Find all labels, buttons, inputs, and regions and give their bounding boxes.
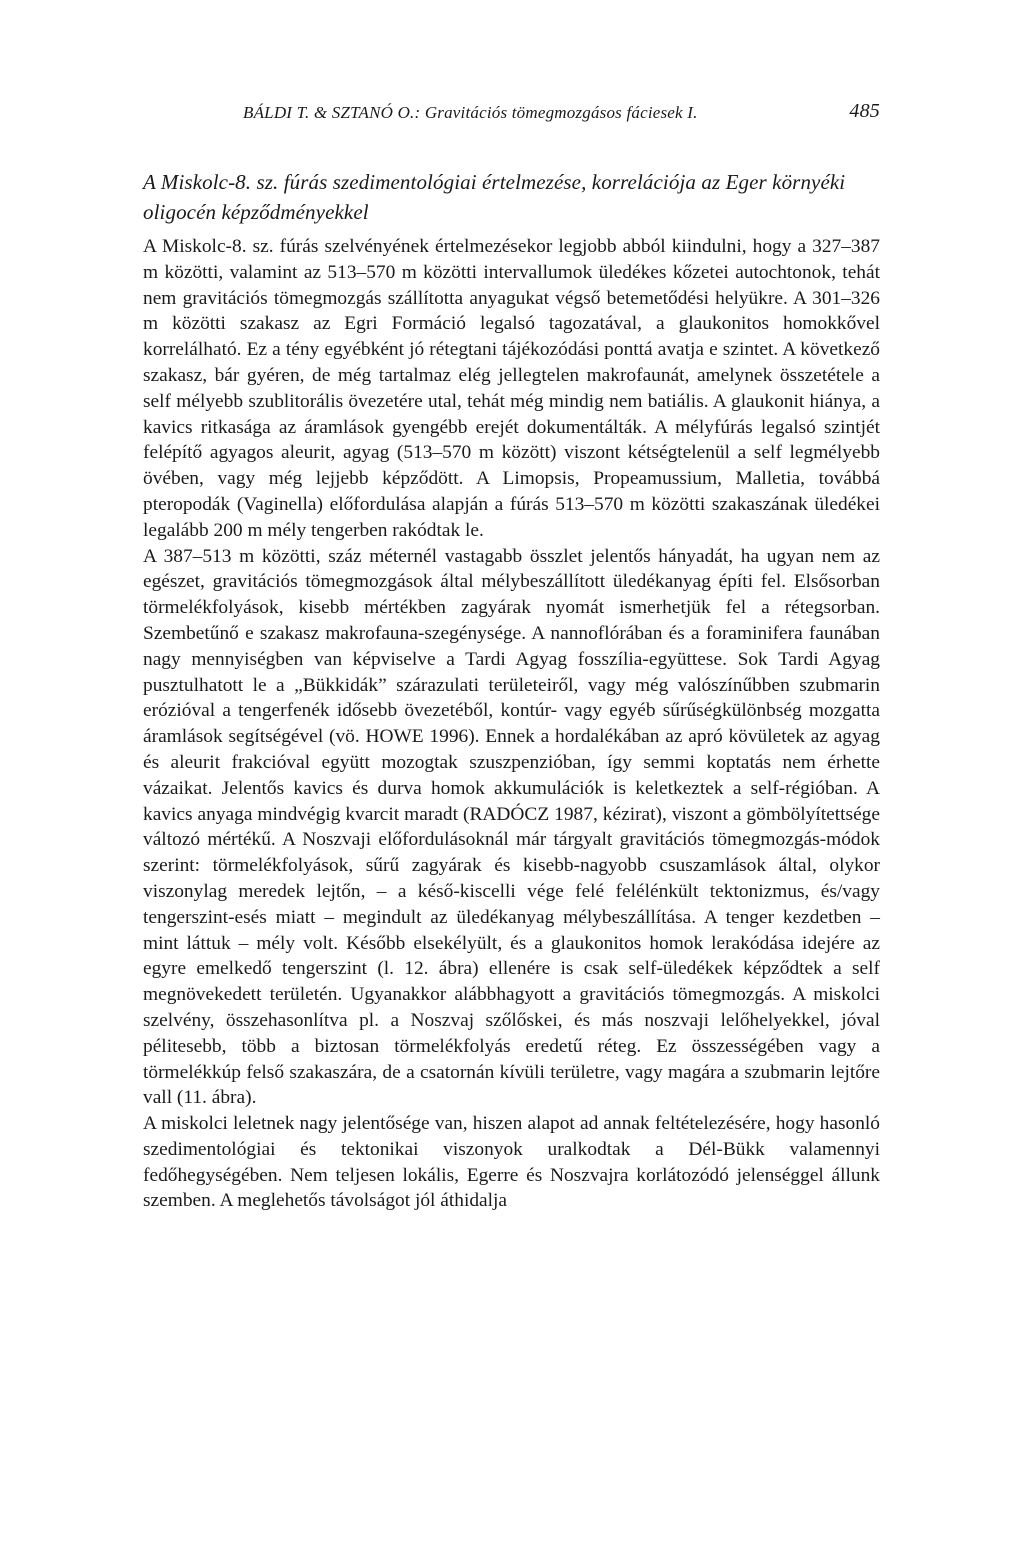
paragraph-3: A miskolci leletnek nagy jelentősége van, hiszen alapot ad annak feltételezésére, hogy hasonló szedimentológiai és tektonikai viszonyok uralkodtak a Dél-Bükk valamennyi fedőhegységében. Nem teljesen lokális, Egerre és Noszvajra korlátozódó jelenséggel állunk szemben. A meglehetős távolságot jól áthidalja [143,1113,880,1212]
paragraph-2: A 387–513 m közötti, száz méternél vastagabb összlet jelentős hányadát, ha ugyan nem az egészet, gravitációs tömegmozgások által mélybeszállított üledékanyag építi fel. Elsősorban törmelékfolyások, kisebb mértékben zagyárak nyomát ismerhetjük fel a rétegsorban. Szembetűnő e szakasz makrofauna-szegénysége. A nannoflórában és a foraminifera faunában nagy mennyiségben van képviselve a Tardi Agyag fosszília-együttese. Sok Tardi Agyag pusztulhatott le a „Bükkidák” szárazulati területeiről, vagy még valószínűbben szubmarin erózióval a tengerfenék idősebb övezetéből, kontúr- vagy egyéb sűrűségkülönbség mozgatta áramlások segítségével (vö. HOWE 1996). Ennek a hordalékában az apró kövületek az agyag és aleurit frakcióval együtt mozogtak szuszpenzióban, így semmi koptatás nem érhette vázaikat. Jelentős kavics és durva homok akkumulációk is keletkeztek a self-régióban. A kavics anyaga mindvégig kvarcit maradt (RADÓCZ 1987, kézirat), viszont a gömbölyítettsége változó mértékű. A Noszvaji előfordulásoknál már tárgyalt gravitációs tömegmozgás-módok szerint: törmelékfolyások, sűrű zagyárak és kisebb-nagyobb csuszamlások által, olykor viszonylag meredek lejtőn, – a késő-kiscelli vége felé felélénkült tektonizmus, és/vagy tengerszint-esés miatt – megindult az üledékanyag mélybeszállítása. A tenger kezdetben – mint láttuk – mély volt. Később elsekélyült, és a glaukonitos homok lerakódása idejére az egyre emelkedő tengerszint (l. 12. ábra) ellenére is csak self-üledékek képződtek a self megnövekedett területén. Ugyanakkor alábbhagyott a gravitációs tömegmozgás. A miskolci szelvény, összehasonlítva pl. a Noszvaj szőlőskei, és más noszvaji lelőhelyekkel, jóval pélitesebb, több a biztosan törmelékfolyás eredetű réteg. Ez összességében vagy a törmelékkúp felső szakaszára, de a csatornán kívüli területre, vagy magára a szubmarin lejtőre vall (11. ábra). [143,545,880,1109]
running-header [243,100,880,129]
paragraph-1: A Miskolc-8. sz. fúrás szelvényének értelmezésekor legjobb abból kiindulni, hogy a 327–387 m közötti, valamint az 513–570 m közötti intervallumok üledékes kőzetei autochtonok, tehát nem gravitációs tömegmozgás szállította anyagukat végső betemetődési helyükre. A 301–326 m közötti szakasz az Egri Formáció legalsó tagozatával, a glaukonitos homokkővel korrelálható. Ez a tény egyébként jó rétegtani tájékozódási ponttá avatja e szintet. A következő szakasz, bár gyéren, de még tartalmaz elég jellegtelen makrofaunát, amelynek összetétele a self mélyebb szublitorális övezetére utal, tehát még mindig nem batiális. A glaukonit hiánya, a kavics ritkasága az áramlások gyengébb erejét dokumentálták. A mélyfúrás legalsó szintjét felépítő agyagos aleurit, agyag (513–570 m között) viszont kétségtelenül a self legmélyebb övében, vagy még lejjebb képződött. A Limopsis, Propeamussium, Malletia, továbbá pteropodák (Vaginella) előfordulása alapján a fúrás 513–570 m közötti szakaszának üledékei legalább 200 m mély tengerben rakódtak le. [143,236,880,541]
body-text [143,234,880,1214]
page-number: 485 [849,100,880,122]
running-title: BÁLDI T. & SZTANÓ O.: Gravitációs tömegmozgásos fáciesek I. [243,103,698,122]
section-heading: A Miskolc-8. sz. fúrás szedimentológiai értelmezése, korrelációja az Eger környéki oligocén képződményekkel [143,170,846,224]
